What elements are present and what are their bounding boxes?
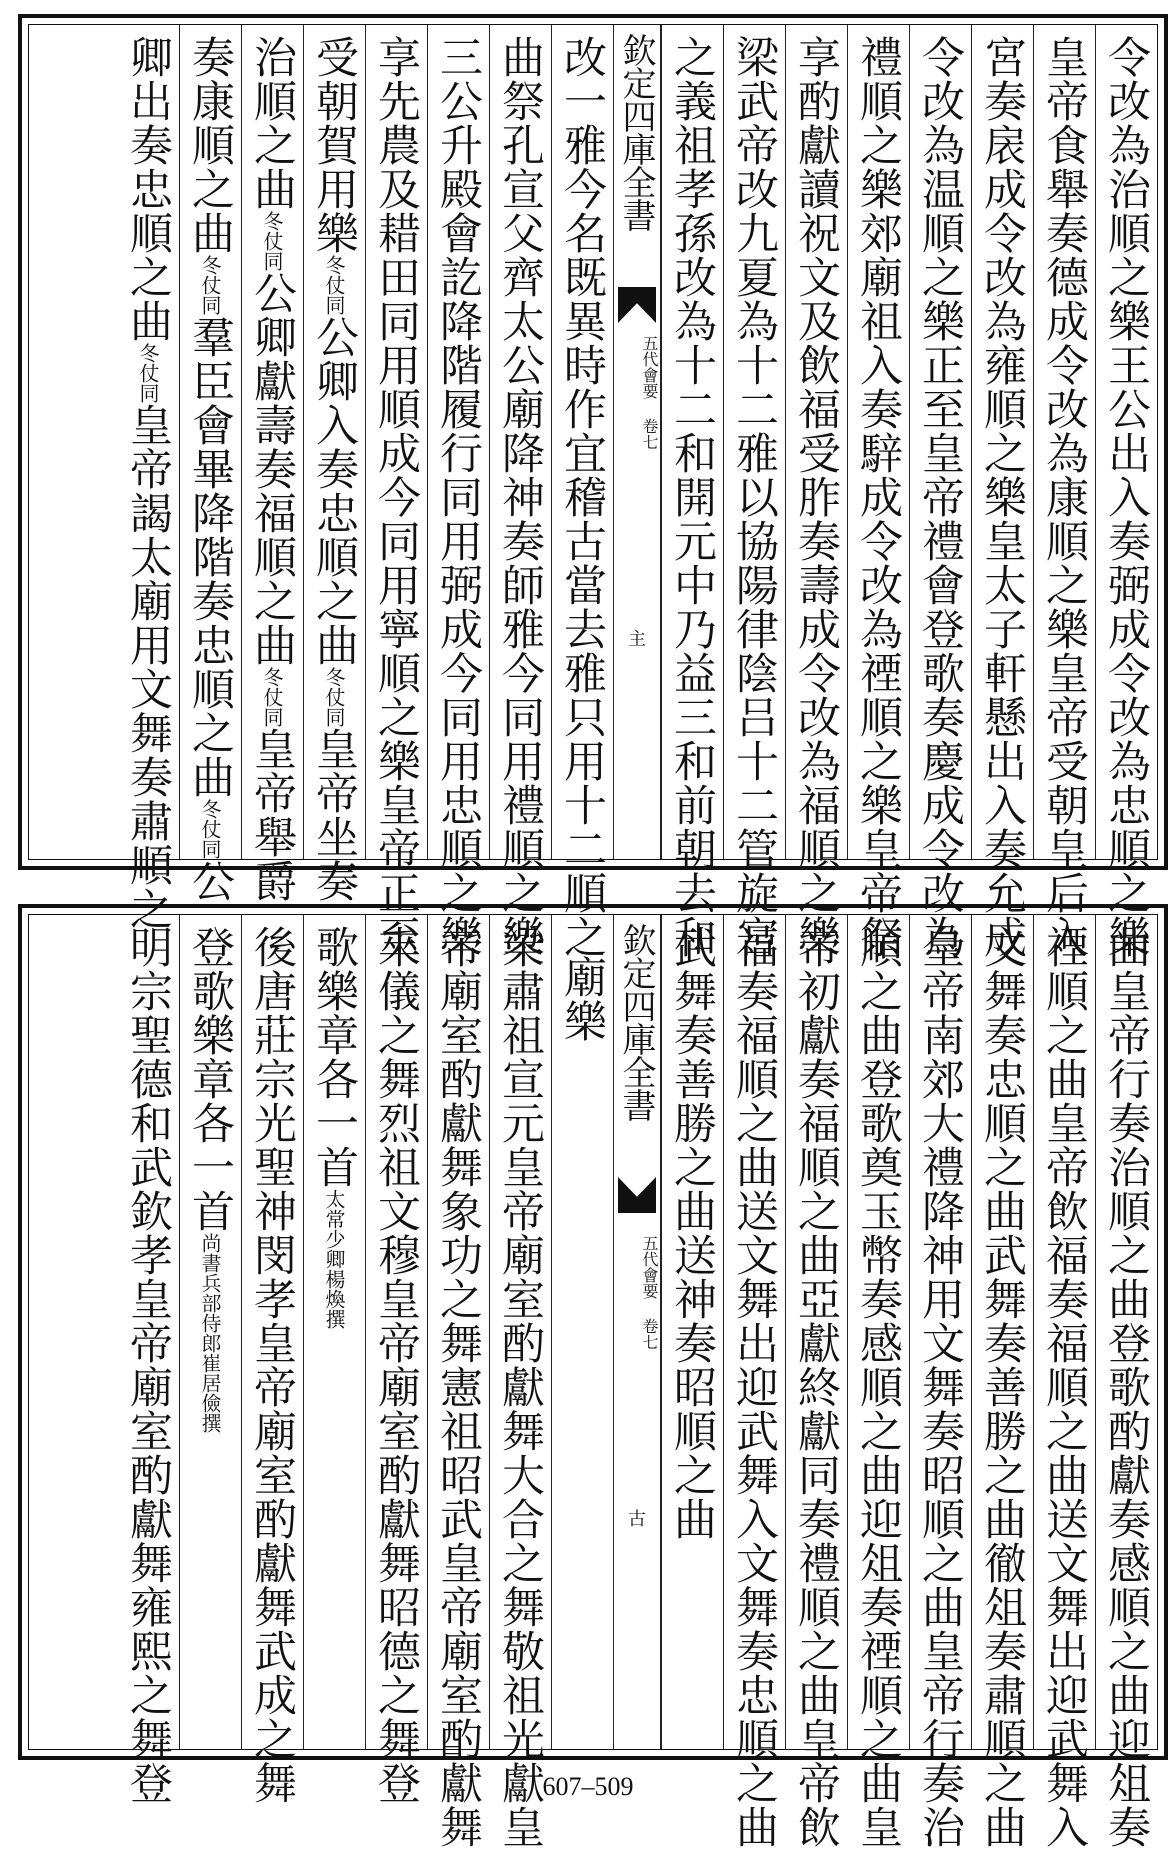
text-column: 後唐莊宗光聖神閔孝皇帝廟室酌獻舞武成之舞 <box>241 915 303 1749</box>
column-text: 受朝賀用樂 <box>309 35 359 255</box>
column-text: 皇帝舉爵 <box>247 727 297 903</box>
text-column: 享酌獻讀祝文及飲福受胙奏壽成令改為福順之樂 <box>785 25 847 859</box>
book-title: 欽定四庫全書 <box>616 33 656 231</box>
top-page-frame <box>18 14 1168 959</box>
text-column: 文舞奏忠順之曲武舞奏善勝之曲徹俎奏肅順之曲 <box>971 915 1033 1749</box>
page-code: 607–509 <box>542 1772 634 1801</box>
text-column <box>241 25 303 903</box>
page-number: 主 <box>628 629 646 650</box>
column-text: 羣臣會畢降階奏忠順之曲 <box>185 315 235 799</box>
text-column: 梁肅祖宣元皇帝廟室酌獻舞大合之舞敬祖光獻皇 <box>489 915 551 1749</box>
column-text: 公 <box>185 859 235 903</box>
column-text: 治順之曲 <box>247 35 297 211</box>
text-column: 皇帝南郊大禮降神用文舞奏昭順之曲皇帝行奏治 <box>909 915 971 1749</box>
text-column: 皇帝食舉奏德成令改為康順之樂皇帝受朝皇后入 <box>1033 25 1095 859</box>
author-note: 尚書兵部侍郎崔居儉撰 <box>198 1233 222 1433</box>
column-text: 公卿入奏忠順之曲 <box>309 315 359 667</box>
text-column: 曲祭孔宣父齊太公廟降神奏師雅今同用禮順之樂 <box>489 25 551 859</box>
text-column: 順之曲登歌奠玉幣奏感順之曲迎俎奏禋順之曲皇 <box>847 915 909 1749</box>
column-text: 登歌樂章各一首 <box>185 925 235 1233</box>
annotation-note: 冬仗同 <box>322 255 346 315</box>
column-text: 卿出奏忠順之曲 <box>123 35 173 343</box>
text-column: 改一雅今名既異時作宜稽古當去雅只用十二順之 <box>551 25 613 859</box>
text-column: 宮奏扆成令改為雍順之樂皇太子軒懸出入奏允成 <box>971 25 1033 859</box>
text-column: 福奏福順之曲送文舞出迎武舞入文舞奏忠順之曲 <box>723 915 785 1749</box>
text-column: 三公升殿會訖降階履行同用弼成今同用忠順之樂 <box>427 25 489 859</box>
column-text: 奏康順之曲 <box>185 35 235 255</box>
fishtail-mark <box>618 287 656 323</box>
column-text: 歌樂章各一首 <box>309 925 359 1189</box>
annotation-note: 冬仗同 <box>322 667 346 727</box>
text-column: 梁武帝改九夏為十二雅以協陽律陰吕十二管旋宮 <box>723 25 785 859</box>
top-page-columns <box>28 24 1158 959</box>
text-column: 禮順之樂郊廟祖入奏騂成令改為禋順之樂皇帝祭 <box>847 25 909 859</box>
annotation-note: 冬仗同 <box>198 799 222 859</box>
page-number: 古 <box>628 1509 646 1530</box>
text-column: 令改為治順之樂王公出入奏弼成令改為忠順之樂 <box>1095 25 1157 859</box>
text-column <box>117 25 179 931</box>
text-column: 帝廟室酌獻舞象功之舞憲祖昭武皇帝廟室酌獻舞 <box>427 915 489 1749</box>
volume-label: 五代會要 卷七 <box>640 1235 659 1350</box>
column-text: 皇帝坐奏 <box>309 727 359 903</box>
column-text: 皇帝謁太廟用文舞奏肅順之 <box>123 403 173 931</box>
top-page <box>0 10 1176 959</box>
annotation-note: 冬仗同 <box>260 211 284 271</box>
column-text: 公卿獻壽奏福順之曲 <box>247 271 297 667</box>
text-column: 武舞奏善勝之曲送神奏昭順之曲 <box>661 915 723 1749</box>
text-column: 曲皇帝行奏治順之曲登歌酌獻奏感順之曲迎俎奏 <box>1095 915 1157 1749</box>
text-column <box>179 25 241 903</box>
text-column: 明宗聖德和武欽孝皇帝廟室酌獻舞雍熙之舞登 <box>123 925 173 1805</box>
text-column: 帝初獻奏福順之曲亞獻終獻同奏禮順之曲皇帝飲 <box>785 915 847 1749</box>
author-note: 太常少卿楊煥撰 <box>322 1189 346 1329</box>
center-margin-column <box>613 25 661 859</box>
annotation-note: 冬仗同 <box>136 343 160 403</box>
fishtail-mark <box>618 1177 656 1213</box>
text-column: 享先農及耤田同用順成今同用寧順之樂皇帝正至 <box>365 25 427 859</box>
text-column: 禋順之曲皇帝飲福奏福順之曲送文舞出迎武舞入 <box>1033 915 1095 1749</box>
center-margin-column <box>613 915 661 1749</box>
text-column <box>303 25 365 903</box>
section-heading: 廟樂 <box>551 915 613 1749</box>
text-column: 令改為温順之樂正至皇帝禮會登歌奏慶成令改為 <box>909 25 971 859</box>
annotation-note: 冬仗同 <box>198 255 222 315</box>
book-title: 欽定四庫全書 <box>616 923 656 1121</box>
text-column <box>179 915 241 1749</box>
annotation-note: 冬仗同 <box>260 667 284 727</box>
volume-label: 五代會要 卷七 <box>640 335 659 450</box>
text-column: 之義祖孝孫改為十二和開元中乃益三和前朝去和 <box>661 25 723 859</box>
text-column: 來儀之舞烈祖文穆皇帝廟室酌獻舞昭德之舞登 <box>365 915 427 1749</box>
text-column <box>303 915 365 1749</box>
